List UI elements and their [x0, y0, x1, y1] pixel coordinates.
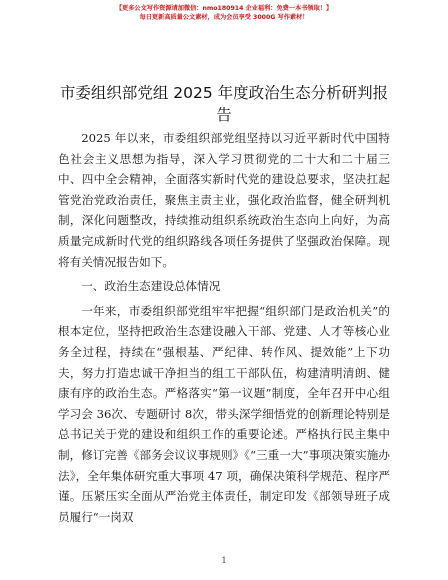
promo-line-2: 每日更新高质量公文素材，成为会员享受 3000G 写作素材！ — [139, 14, 309, 21]
promo-line-1: 【更多公文写作资源请加微信：nmo180914 企业福利：免费一本书领取！】 — [115, 5, 333, 12]
page-number: 1 — [221, 556, 227, 565]
promo-banner — [0, 4, 448, 22]
paragraph-section-1: 一年来，市委组织部党组牢牢把握“组织部门是政治机关”的根本定位，坚持把政治生态建设融入干部、党建、人才等核心业务全过程，持续在“强根基、严纪律、转作风、提效能”上下功夫，努力打造忠诚干净担当的组工干部队伍，构建清明清朗、健康有序的政治生态。严格落实“第一议题”制度，全年召开中心组学习会 36次、专题研讨 8次，带头深学细悟党的创新理论特别是总书记关于党的建设和组织工作的重要论述。严格执行民主集中制，修订完善《部务会议议事规则》《“三重一大”事项决策实施办法》，全年集体研究重大事项 47 项，确保决策科学规范、程序严谨。压紧压实全面从严治党主体责任，制定印发《部领导班子成员履行“一岗双 — [58, 303, 390, 524]
document-title: 市委组织部党组 2025 年度政治生态分析研判报告 — [59, 84, 389, 124]
paragraph-intro: 2025 年以来，市委组织部党组坚持以习近平新时代中国特色社会主义思想为指导，深入学习贯彻党的二十大和二十届三中、四中全会精神，全面落实新时代党的建设总要求，坚决扛起管党治党政治责任，聚焦主责主业，强化政治监督，健全研判机制，深化问题整改，持续推动组织系统政治生态向上向好，为高质量完成新时代党的组织路线各项任务提供了坚强政治保障。现将有关情况报告如下。 — [58, 131, 390, 269]
document-body — [58, 128, 390, 527]
section-heading: 一、政治生态建设总体情况 — [81, 279, 221, 294]
